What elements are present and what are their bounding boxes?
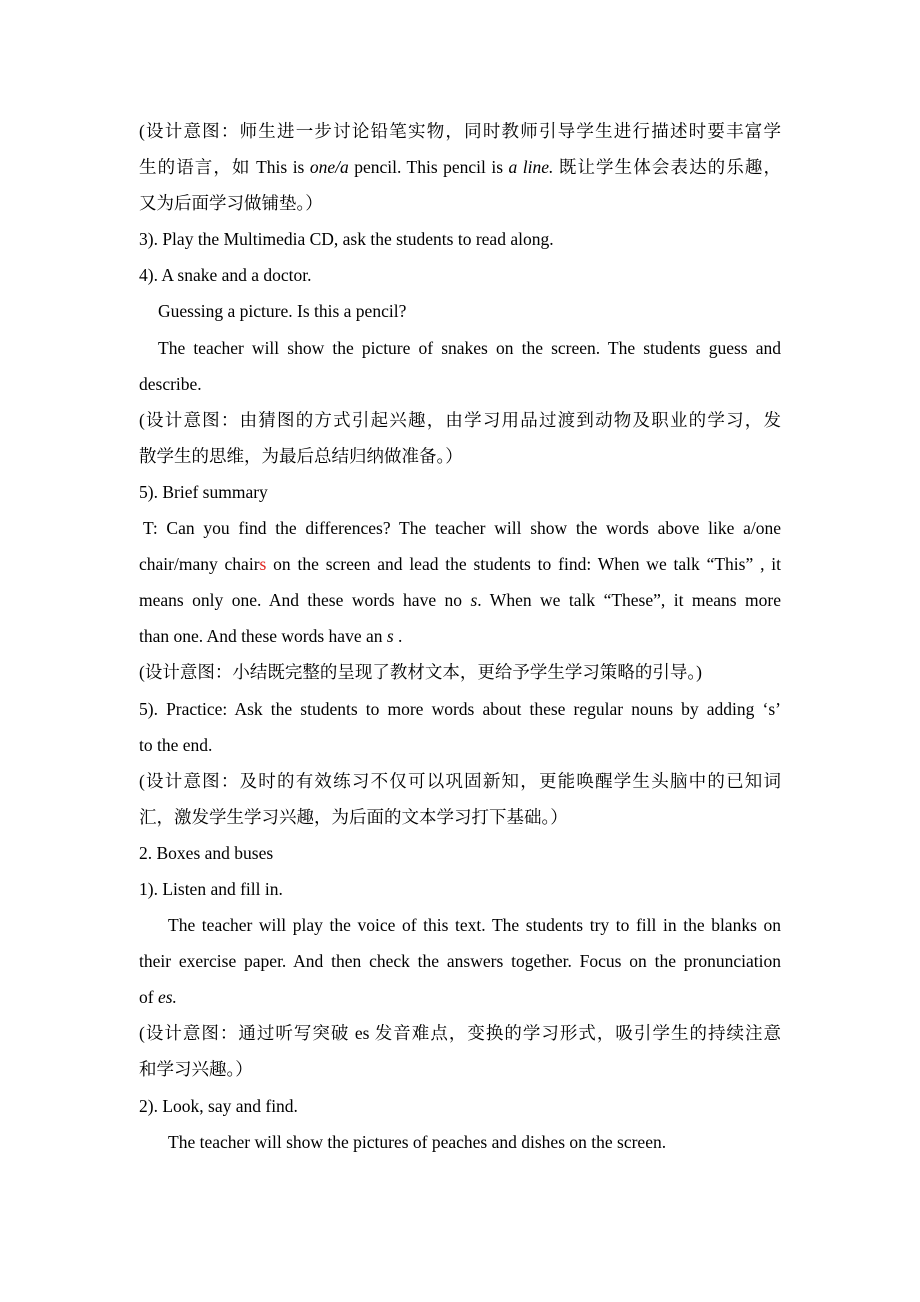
text-segment: 汇，激发学生学习兴趣，为后面的文本学习打下基础。） bbox=[139, 806, 568, 827]
text-segment: 5). Brief summary bbox=[139, 481, 268, 502]
text-segment: 3). Play the Multimedia CD, ask the students to read along. bbox=[139, 229, 554, 250]
text-segment: The teacher will show the picture of snakes on the screen. The students guess and bbox=[158, 337, 781, 358]
text-line bbox=[139, 654, 781, 690]
text-segment: chair/many chair bbox=[139, 554, 260, 575]
text-line bbox=[139, 510, 781, 546]
text-segment: means only one. And these words have no bbox=[139, 590, 471, 611]
text-line bbox=[139, 185, 781, 221]
text-line bbox=[139, 799, 781, 835]
text-segment: The teacher will show the pictures of peaches and dishes on the screen. bbox=[168, 1131, 667, 1152]
text-segment: on the screen and lead the students to find: When we talk “This” , it bbox=[266, 554, 781, 575]
text-segment: 5). Practice: Ask the students to more words about these regular nouns by adding ‘s’ bbox=[139, 698, 781, 719]
text-line bbox=[139, 402, 781, 438]
document-body bbox=[139, 113, 781, 1160]
text-segment: 2. Boxes and buses bbox=[139, 842, 274, 863]
text-line bbox=[139, 474, 781, 510]
text-segment: (设计意图：师生进一步讨论铅笔实物，同时教师引导学生进行描述时要丰富学 bbox=[139, 121, 781, 141]
text-segment: pencil. This pencil is bbox=[348, 157, 509, 178]
text-line bbox=[139, 835, 781, 871]
text-segment: 生的语言，如 This is bbox=[139, 157, 310, 178]
text-segment: T: Can you find the differences? The teacher will show the words above like a/one bbox=[143, 518, 781, 539]
text-segment: . bbox=[393, 626, 403, 647]
italic-text: a line. bbox=[508, 157, 554, 178]
text-line bbox=[139, 330, 781, 366]
text-line bbox=[139, 1088, 781, 1124]
text-segment: their exercise paper. And then check the answers together. Focus on the pronunciation bbox=[139, 951, 781, 972]
text-line bbox=[139, 257, 781, 293]
text-line bbox=[139, 871, 781, 907]
text-segment: 1). Listen and fill in. bbox=[139, 878, 283, 899]
text-line bbox=[139, 293, 781, 329]
text-segment: 既让学生体会表达的乐趣， bbox=[553, 157, 781, 178]
text-segment: describe. bbox=[139, 373, 202, 394]
text-line bbox=[139, 763, 781, 799]
text-segment: 2). Look, say and find. bbox=[139, 1095, 298, 1116]
text-segment: The teacher will play the voice of this text. The students try to fill in the blanks on bbox=[168, 915, 781, 936]
text-line bbox=[139, 1015, 781, 1051]
text-line bbox=[139, 366, 781, 402]
text-line bbox=[139, 149, 781, 185]
italic-text: s bbox=[386, 626, 394, 647]
italic-text: s bbox=[470, 590, 478, 611]
text-line bbox=[139, 691, 781, 727]
text-segment: . When we talk “These”, it means more bbox=[477, 590, 781, 611]
text-line bbox=[139, 546, 781, 582]
italic-text: one/a bbox=[309, 157, 349, 178]
text-line bbox=[139, 907, 781, 943]
text-segment: than one. And these words have an bbox=[139, 626, 387, 647]
text-segment: (设计意图：通过听写突破 es 发音难点，变换的学习形式，吸引学生的持续注意 bbox=[139, 1023, 781, 1044]
text-line bbox=[139, 727, 781, 763]
text-segment: 4). A snake and a doctor. bbox=[139, 265, 312, 286]
text-segment: 散学生的思维，为最后总结归纳做准备。） bbox=[139, 445, 463, 466]
text-line bbox=[139, 438, 781, 474]
text-segment: Guessing a picture. Is this a pencil? bbox=[158, 301, 407, 322]
text-line bbox=[139, 1051, 781, 1087]
text-segment: 又为后面学习做铺垫。） bbox=[139, 193, 323, 214]
text-segment: of bbox=[139, 987, 158, 1008]
text-line bbox=[139, 943, 781, 979]
text-segment: to the end. bbox=[139, 734, 213, 755]
text-line bbox=[139, 582, 781, 618]
text-line bbox=[139, 979, 781, 1015]
text-line bbox=[139, 1124, 781, 1160]
highlighted-text: s bbox=[259, 554, 267, 575]
italic-text: es. bbox=[157, 987, 177, 1008]
text-line bbox=[139, 618, 781, 654]
text-segment: 和学习兴趣。） bbox=[139, 1059, 253, 1080]
text-segment: (设计意图：由猜图的方式引起兴趣，由学习用品过渡到动物及职业的学习，发 bbox=[139, 409, 781, 430]
text-segment: (设计意图：小结既完整的呈现了教材文本，更给予学生学习策略的引导。) bbox=[139, 662, 702, 683]
text-line bbox=[139, 221, 781, 257]
text-segment: (设计意图：及时的有效练习不仅可以巩固新知，更能唤醒学生头脑中的已知词 bbox=[139, 770, 781, 791]
text-line bbox=[139, 113, 781, 149]
